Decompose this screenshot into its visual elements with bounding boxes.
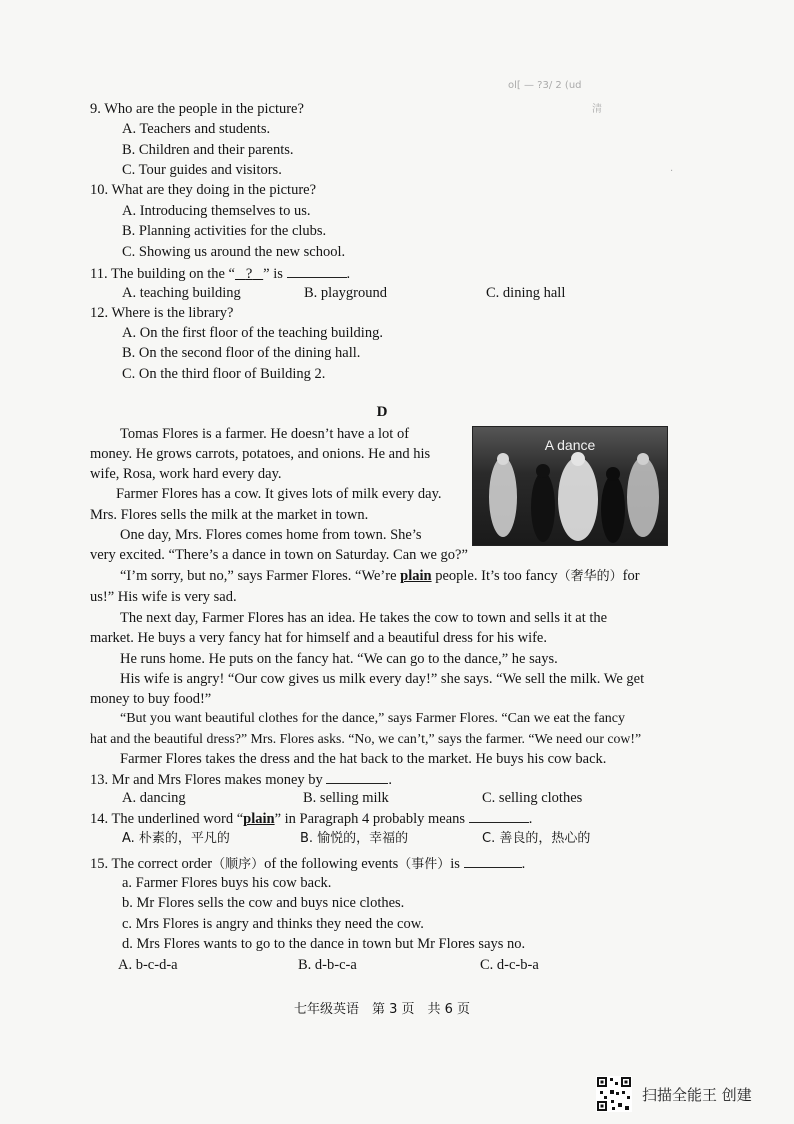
event-c: c. Mrs Flores is angry and thinks they need the cow. [122, 916, 424, 932]
underlined-word: plain [400, 568, 432, 584]
question-11-stem-mid: ” is [263, 266, 283, 282]
section-title: D [376, 404, 388, 420]
question-12-option-b: B. On the second floor of the dining hall. [122, 345, 361, 361]
question-15-option-a: A. b-c-d-a [118, 957, 178, 973]
answer-blank[interactable] [287, 263, 347, 278]
question-12-stem: 12. Where is the library? [90, 305, 234, 321]
passage-line: He runs home. He puts on the fancy hat. “We can go to the dance,” he says. [120, 651, 558, 667]
scanner-watermark: 扫描全能王 创建 [642, 1086, 752, 1104]
question-12-option-c: C. On the third floor of Building 2. [122, 366, 326, 382]
passage-line: wife, Rosa, work hard every day. [90, 466, 282, 482]
event-d: d. Mrs Flores wants to go to the dance in town but Mr Flores says no. [122, 936, 526, 952]
scan-smudge: · [670, 166, 674, 177]
question-14-option-a: A. 朴素的，平凡的 [122, 831, 230, 846]
question-15-option-c: C. d-c-b-a [480, 957, 539, 973]
question-14-stem: 14. The underlined word “plain” in Paragraph 4 probably means . [90, 808, 532, 828]
passage-line: “But you want beautiful clothes for the dance,” says Farmer Flores. “Can we eat the fancy [120, 711, 625, 726]
question-10-option-c: C. Showing us around the new school. [122, 244, 346, 260]
passage-line: The next day, Farmer Flores has an idea. He takes the cow to town and sells it at the [120, 610, 608, 626]
question-13-option-a: A. dancing [122, 790, 186, 806]
question-9-stem: 9. Who are the people in the picture? [90, 101, 304, 117]
question-14-option-b: B. 愉悦的，幸福的 [300, 831, 409, 846]
question-11-option-c: C. dining hall [486, 285, 566, 301]
question-13-option-c: C. selling clothes [482, 790, 583, 806]
question-11-stem: 11. The building on the “ ? ” is . [90, 263, 350, 283]
passage-line: market. He buys a very fancy hat for himself and a beautiful dress for his wife. [90, 630, 547, 646]
question-11-stem-text: 11. The building on the “ [90, 266, 235, 282]
page-footer: 七年级英语 第 3 页 共 6 页 [293, 1002, 471, 1017]
passage-line: hat and the beautiful dress?” Mrs. Flores asks. “No, we can’t,” says the farmer. “We need our cow!” [90, 731, 642, 746]
question-11-option-b: B. playground [304, 285, 387, 301]
question-15-stem: 15. The correct order（顺序）of the following events（事件）is . [90, 853, 525, 874]
passage-line: very excited. “There’s a dance in town on Saturday. Can we go?” [90, 547, 468, 563]
question-9-option-c: C. Tour guides and visitors. [122, 162, 282, 178]
passage-line: “I’m sorry, but no,” says Farmer Flores. “We’re plain people. It’s too fancy（奢华的）for [120, 568, 640, 584]
answer-blank[interactable] [464, 853, 522, 868]
scan-smudge: 清 [592, 104, 602, 115]
passage-line: money to buy food!” [90, 691, 212, 707]
photo-caption: A dance [544, 437, 596, 453]
passage-line: His wife is angry! “Our cow gives us milk every day!” she says. “We sell the milk. We get [120, 671, 645, 687]
passage-line: Farmer Flores takes the dress and the hat back to the market. He buys his cow back. [120, 751, 607, 767]
event-a: a. Farmer Flores buys his cow back. [122, 875, 332, 891]
question-9-option-a: A. Teachers and students. [122, 121, 271, 137]
passage-line: money. He grows carrots, potatoes, and onions. He and his [90, 446, 431, 462]
question-11-option-a: A. teaching building [122, 285, 241, 301]
scan-smudge: ol[ — ?3/ 2 (ud [508, 80, 582, 91]
passage-line: One day, Mrs. Flores comes home from town. She’s [120, 527, 422, 543]
passage-line: us!” His wife is very sad. [90, 589, 237, 605]
question-10-option-b: B. Planning activities for the clubs. [122, 223, 327, 239]
passage-line: Tomas Flores is a farmer. He doesn’t have a lot of [120, 426, 410, 442]
question-10-option-a: A. Introducing themselves to us. [122, 203, 311, 219]
answer-blank[interactable] [326, 769, 388, 784]
question-15-option-b: B. d-b-c-a [298, 957, 357, 973]
passage-line: Mrs. Flores sells the milk at the market in town. [90, 507, 369, 523]
answer-blank[interactable] [469, 808, 529, 823]
question-13-option-b: B. selling milk [303, 790, 389, 806]
passage-line: Farmer Flores has a cow. It gives lots of milk every day. [116, 486, 442, 502]
question-11-mark: ? [245, 266, 253, 282]
question-14-option-c: C. 善良的，热心的 [482, 831, 591, 846]
question-12-option-a: A. On the first floor of the teaching building. [122, 325, 383, 341]
dance-photo [472, 426, 668, 546]
question-10-stem: 10. What are they doing in the picture? [90, 182, 317, 198]
underlined-word: plain [243, 811, 275, 827]
qr-code-icon [596, 1076, 632, 1112]
question-9-option-b: B. Children and their parents. [122, 142, 294, 158]
event-b: b. Mr Flores sells the cow and buys nice clothes. [122, 895, 405, 911]
question-13-stem: 13. Mr and Mrs Flores makes money by . [90, 769, 392, 789]
